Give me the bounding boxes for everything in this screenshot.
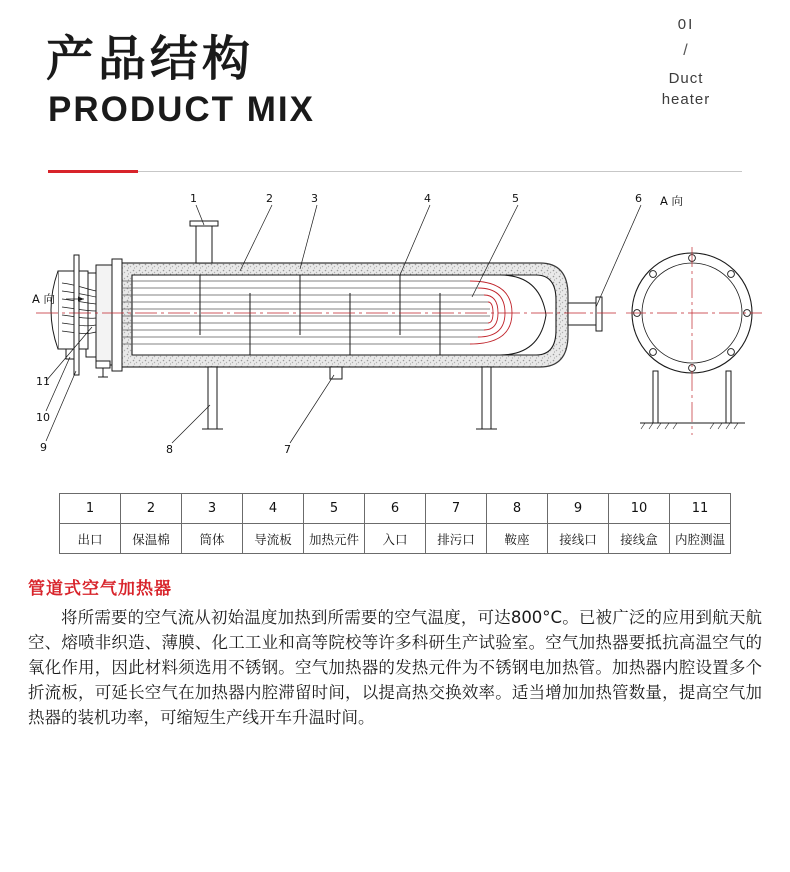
description-body: 将所需要的空气流从初始温度加热到所需要的空气温度，可达800°C。已被广泛的应用到航天航空、熔喷非织造、薄膜、化工工业和高等院校等许多科研生产试验室。空气加热器要抵抗高温空气的氧化作用，因此材料须选用不锈钢。空气加热器的发热元件为不锈钢电加热管。加热器内腔设置多个折流板，可延长空气在加热器内腔滞留时间，以提高热交换效率。适当增加加热管数量，提高空气加热器的装机功率，可缩短生产线开车升温时间。	[28, 608, 762, 727]
slash-divider: /	[683, 42, 689, 59]
page-title-cn: 产品结构	[46, 31, 255, 87]
part-number-cell: 3	[182, 494, 243, 524]
part-name-cell: 导流板	[243, 524, 304, 554]
blowdown-port	[330, 367, 342, 379]
part-number-cell: 2	[121, 494, 182, 524]
callout-10: 10	[36, 411, 50, 424]
inlet-flange	[596, 297, 602, 331]
part-name-cell: 排污口	[426, 524, 487, 554]
part-number-cell: 8	[487, 494, 548, 524]
divider-accent	[48, 170, 138, 173]
drawing-svg	[0, 185, 790, 485]
table-row-names	[60, 524, 731, 554]
callout-1: 1	[190, 192, 197, 205]
table-row-numbers	[60, 494, 731, 524]
parts-legend-table	[59, 493, 731, 554]
product-category-line2: heater	[661, 91, 711, 108]
part-name-cell: 加热元件	[304, 524, 365, 554]
part-name-cell: 出口	[60, 524, 121, 554]
product-technical-drawing	[0, 185, 790, 485]
drain-port	[96, 361, 110, 368]
part-name-cell: 入口	[365, 524, 426, 554]
page-title-en: PRODUCT MIX	[48, 90, 315, 129]
part-number-cell: 7	[426, 494, 487, 524]
main-section-view	[36, 205, 762, 443]
page-header	[0, 0, 790, 185]
left-flange	[112, 259, 122, 371]
callout-11: 11	[36, 375, 50, 388]
view-label-left: A 向	[32, 292, 56, 306]
part-name-cell: 保温棉	[121, 524, 182, 554]
callout-3: 3	[311, 192, 318, 205]
section-number: 0I	[677, 16, 695, 33]
callout-4: 4	[424, 192, 431, 205]
part-name-cell: 内腔测温	[670, 524, 731, 554]
callout-2: 2	[266, 192, 273, 205]
header-side-label	[626, 14, 746, 110]
saddle-supports	[202, 367, 497, 429]
product-category-line1: Duct	[668, 70, 704, 87]
part-name-cell: 接线盒	[609, 524, 670, 554]
support-bracket	[74, 255, 79, 375]
view-label-right: A 向	[660, 194, 684, 208]
divider-line	[48, 171, 742, 172]
part-name-cell: 接线口	[548, 524, 609, 554]
callout-9: 9	[40, 441, 47, 454]
part-number-cell: 10	[609, 494, 670, 524]
part-name-cell: 鞍座	[487, 524, 548, 554]
inlet-nozzle	[568, 303, 598, 325]
part-number-cell: 9	[548, 494, 609, 524]
part-number-cell: 4	[243, 494, 304, 524]
description-title: 管道式空气加热器	[28, 579, 172, 599]
end-view-leg-left	[653, 371, 658, 423]
vessel-shell	[132, 275, 556, 355]
callout-6: 6	[635, 192, 642, 205]
part-name-cell: 筒体	[182, 524, 243, 554]
description-block	[28, 574, 762, 730]
part-number-cell: 5	[304, 494, 365, 524]
end-view-leg-right	[726, 371, 731, 423]
tube-sheet	[96, 265, 112, 365]
part-number-cell: 6	[365, 494, 426, 524]
outlet-nozzle	[196, 225, 212, 263]
part-number-cell: 11	[670, 494, 731, 524]
outlet-flange	[190, 221, 218, 226]
callout-8: 8	[166, 443, 173, 456]
header-divider	[48, 170, 742, 173]
callout-5: 5	[512, 192, 519, 205]
part-number-cell: 1	[60, 494, 121, 524]
callout-7: 7	[284, 443, 291, 456]
